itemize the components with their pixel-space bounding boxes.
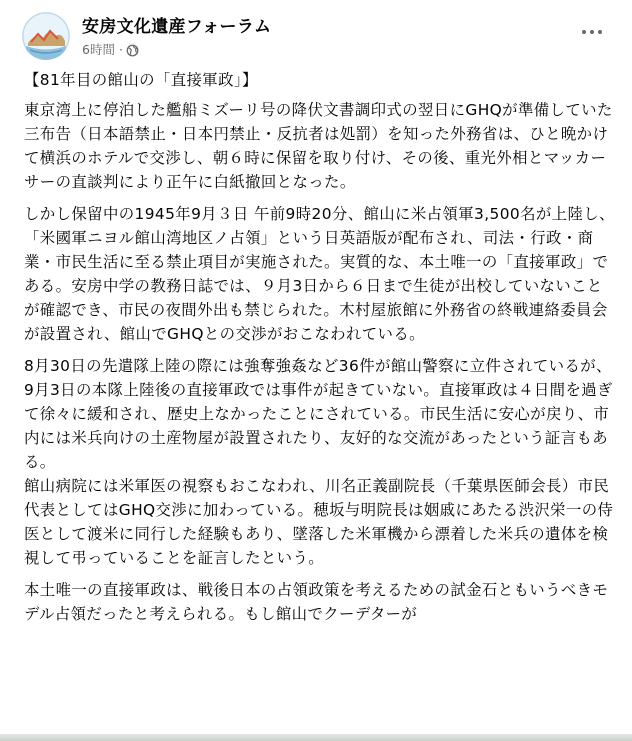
post-body [24, 68, 616, 634]
meta-separator: · [118, 42, 123, 57]
more-dot-icon [590, 30, 594, 34]
page-avatar[interactable] [22, 12, 70, 60]
post-paragraph: 本土唯一の直接軍政は、戦後日本の占領政策を考えるための試金石ともいうべきモデル占領だったと考えられる。もし館山でクーデターが [24, 581, 609, 623]
post-paragraph: 東京湾上に停泊した艦船ミズーリ号の降伏文書調印式の翌日にGHQが準備していた三布告（日本語禁止・日本円禁止・反抗者は処罰）を知った外務省は、ひと晩かけて横浜のホテルで交渉し、朝６時に保留を取り付け、その後、重光外相とマッカーサーの直談判により正午に白紙撤回となった。 [24, 101, 613, 191]
more-dot-icon [598, 30, 602, 34]
globe-icon[interactable] [126, 44, 139, 60]
post-header [0, 0, 632, 70]
post-paragraph: しかし保留中の1945年9月３日 午前9時20分、館山に米占領軍3,500名が上陸し、「米國軍ニヨル館山湾地区ノ占領」という日英語版が配布され、司法・行政・商業・市民生活に至る禁止項目が実施された。実質的な、本土唯一の「直接軍政」である。安房中学の教務日誌では、９月3日から６日まで生徒が出校していないことが確認でき、市民の夜間外出も禁じられた。木村屋旅館に外務省の終戦連絡委員会が設置され、館山でGHQとの交渉がおこなわれている。 [24, 205, 615, 343]
post-meta [82, 40, 139, 60]
post-bottom-divider [0, 734, 632, 741]
more-dot-icon [582, 30, 586, 34]
avatar-logo-icon [22, 12, 70, 60]
post-title: 【81年目の館山の「直接軍政」】 [24, 71, 258, 89]
post-paragraph: 8月30日の先遣隊上陸の際には強奪強姦など36件が館山警察に立件されているが、9月3日の本隊上陸後の直接軍政では事件が起きていない。直接軍政は４日間を過ぎて徐々に緩和され、歴史上なかったことにされている。市民生活に安心が戻り、市内には米兵向けの土産物屋が設置されたり、友好的な交流があったという証言もある。 館山病院には米軍医の視察もおこなわれ、川名正義副院長（千葉県医師会長）市民代表としてはGHQ交渉に加わっている。穂坂与明院長は姻戚にあたる渋沢栄一の侍医として渡米に同行した経験もあり、墜落した米軍機から漂着した米兵の遺体を検視して弔っていることを証言したという。 [24, 357, 614, 567]
page-name-link[interactable]: 安房文化遺産フォーラム [82, 17, 272, 37]
more-options-button[interactable] [572, 18, 612, 46]
post-timestamp[interactable]: 6時間 [82, 42, 115, 57]
